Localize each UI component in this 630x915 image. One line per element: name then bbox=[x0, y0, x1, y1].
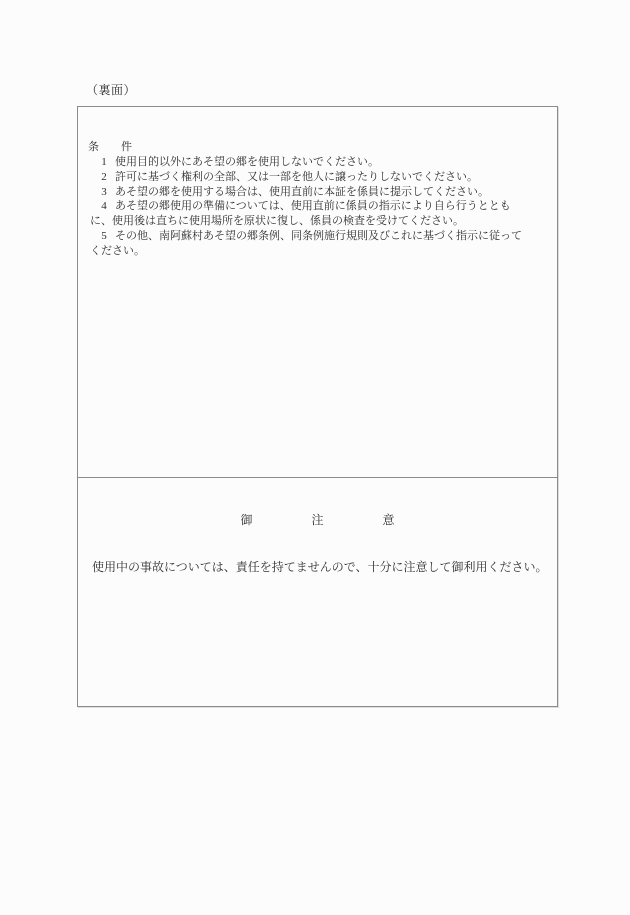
condition-item-number: 5 bbox=[101, 230, 107, 243]
condition-item-5 bbox=[78, 229, 557, 244]
notice-body: 使用中の事故については、責任を持てませんので、十分に注意して御利用ください。 bbox=[92, 560, 548, 574]
notice-heading bbox=[78, 511, 557, 528]
conditions-notice-box bbox=[77, 106, 558, 707]
conditions-heading: 条 件 bbox=[88, 141, 132, 153]
condition-item-text: 許可に基づく権利の全部、又は一部を他人に譲ったりしないでください。 bbox=[115, 170, 478, 183]
condition-item-3 bbox=[78, 185, 557, 200]
back-side-label: （裏面） bbox=[86, 83, 137, 97]
condition-item-number: 1 bbox=[101, 155, 107, 168]
condition-item-number: 2 bbox=[101, 170, 107, 183]
condition-item-4-continuation: に、使用後は直ちに使用場所を原状に復し、係員の検査を受けてください。 bbox=[90, 215, 464, 228]
condition-item-text: その他、南阿蘇村あそ望の郷条例、同条例施行規則及びこれに基づく指示に従って bbox=[115, 230, 522, 243]
condition-item-number: 3 bbox=[101, 185, 107, 198]
condition-item-text: あそ望の郷使用の準備については、使用直前に係員の指示により自ら行うととも bbox=[115, 200, 511, 213]
condition-item-text: 使用目的以外にあそ望の郷を使用しないでください。 bbox=[115, 155, 379, 168]
condition-item-4 bbox=[78, 199, 557, 214]
notice-heading-char: 御 bbox=[240, 513, 253, 527]
condition-item-5-continuation: ください。 bbox=[90, 244, 145, 257]
notice-heading-char: 注 bbox=[311, 513, 324, 527]
condition-item-1 bbox=[78, 155, 557, 170]
conditions-text-block bbox=[78, 140, 557, 259]
conditions-section bbox=[78, 107, 557, 478]
condition-item-number: 4 bbox=[101, 200, 107, 213]
condition-item-2 bbox=[78, 170, 557, 185]
notice-section bbox=[78, 478, 557, 707]
condition-item-text: あそ望の郷を使用する場合は、使用直前に本証を係員に提示してください。 bbox=[115, 185, 489, 198]
notice-heading-char: 意 bbox=[382, 513, 395, 527]
